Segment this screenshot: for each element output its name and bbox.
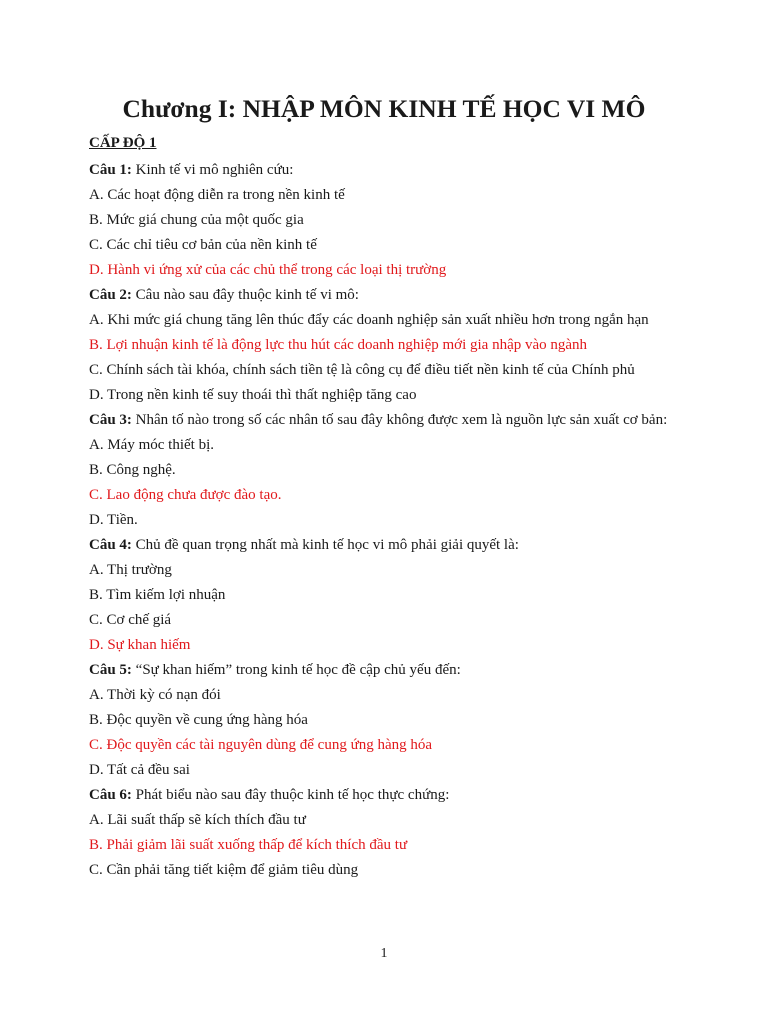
question-label: Câu 2: xyxy=(89,287,132,303)
question-3 xyxy=(89,408,699,433)
question-6 xyxy=(89,783,699,808)
question-label: Câu 1: xyxy=(89,162,132,178)
option: A. Thời kỳ có nạn đói xyxy=(89,687,221,703)
level-heading: CẤP ĐỘ 1 xyxy=(89,135,157,151)
option: C. Chính sách tài khóa, chính sách tiền tệ là công cụ để điều tiết nền kinh tế của Chính phủ xyxy=(89,362,635,378)
chapter-title: Chương I: NHẬP MÔN KINH TẾ HỌC VI MÔ xyxy=(122,94,646,123)
option: D. Tất cả đều sai xyxy=(89,762,190,778)
option: C. Cơ chế giá xyxy=(89,612,172,628)
correct-option: C. Độc quyền các tài nguyên dùng để cung ứng hàng hóa xyxy=(89,737,433,753)
question-label: Câu 4: xyxy=(89,537,132,553)
option: C. Cần phải tăng tiết kiệm để giảm tiêu dùng xyxy=(89,862,359,878)
question-4 xyxy=(89,533,699,558)
option: A. Máy móc thiết bị. xyxy=(89,437,214,453)
correct-option: B. Lợi nhuận kinh tế là động lực thu hút các doanh nghiệp mới gia nhập vào ngành xyxy=(89,337,588,353)
question-1 xyxy=(89,158,699,183)
option: A. Lãi suất thấp sẽ kích thích đầu tư xyxy=(89,812,306,828)
correct-option: D. Sự khan hiếm xyxy=(89,637,191,653)
question-text: Câu nào sau đây thuộc kinh tế vi mô: xyxy=(131,287,359,303)
correct-option: C. Lao động chưa được đào tạo. xyxy=(89,487,282,503)
option: B. Độc quyền về cung ứng hàng hóa xyxy=(89,712,308,728)
question-label: Câu 3: xyxy=(89,412,132,428)
option: A. Các hoạt động diễn ra trong nền kinh tế xyxy=(89,187,345,203)
question-label: Câu 6: xyxy=(89,787,132,803)
question-text: Nhân tố nào trong số các nhân tố sau đây không được xem là nguồn lực sản xuất cơ bản: xyxy=(131,412,668,428)
question-text: Kinh tế vi mô nghiên cứu: xyxy=(131,162,294,178)
option: A. Thị trường xyxy=(89,562,172,578)
question-5 xyxy=(89,658,699,683)
option: B. Tìm kiếm lợi nhuận xyxy=(89,587,226,603)
option: B. Công nghệ. xyxy=(89,462,176,478)
option: D. Trong nền kinh tế suy thoái thì thất nghiệp tăng cao xyxy=(89,387,417,403)
option: B. Mức giá chung của một quốc gia xyxy=(89,212,304,228)
page-number: 1 xyxy=(380,946,388,961)
correct-option: D. Hành vi ứng xử của các chủ thể trong các loại thị trường xyxy=(89,262,447,278)
question-text: Chủ đề quan trọng nhất mà kinh tế học vi mô phải giải quyết là: xyxy=(131,537,519,553)
option: D. Tiền. xyxy=(89,512,138,528)
correct-option: B. Phải giảm lãi suất xuống thấp để kích thích đầu tư xyxy=(89,837,408,853)
question-label: Câu 5: xyxy=(89,662,132,678)
option: A. Khi mức giá chung tăng lên thúc đẩy các doanh nghiệp sản xuất nhiều hơn trong ngắn hạn xyxy=(89,312,649,328)
question-text: “Sự khan hiếm” trong kinh tế học đề cập chủ yếu đến: xyxy=(131,662,461,678)
option: C. Các chỉ tiêu cơ bản của nền kinh tế xyxy=(89,237,317,253)
question-text: Phát biểu nào sau đây thuộc kinh tế học thực chứng: xyxy=(131,787,450,803)
question-2 xyxy=(89,283,699,308)
question-list xyxy=(89,158,699,883)
